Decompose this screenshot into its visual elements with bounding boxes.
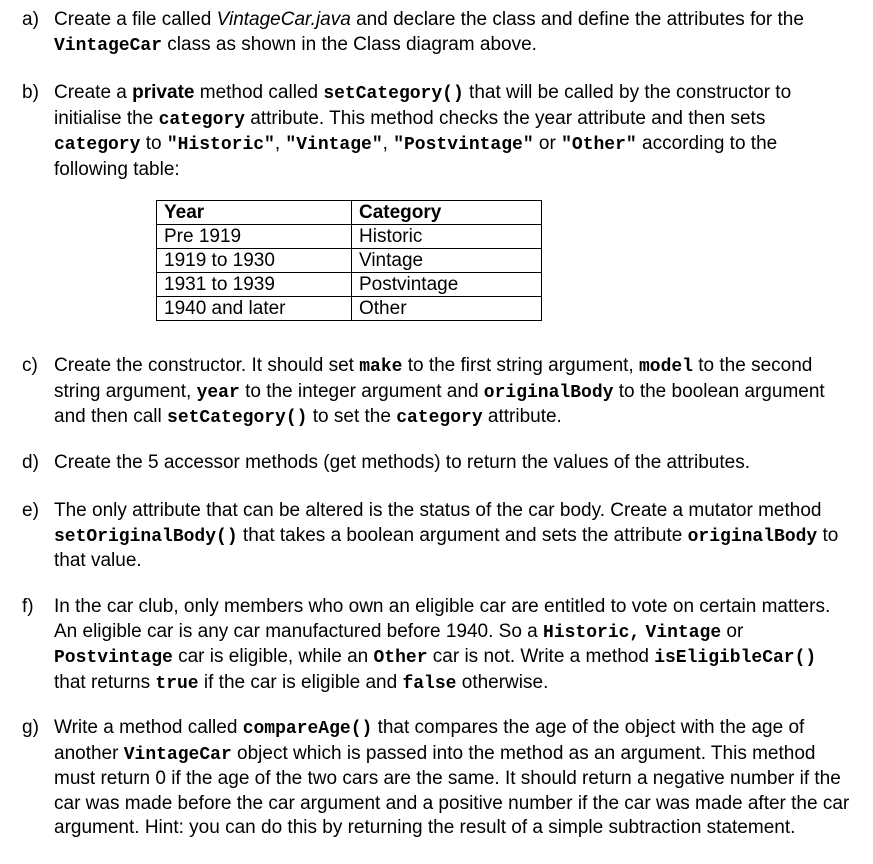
task-g-text: Write a method called compareAge() that compares the age of the object with the age of another VintageCar object which is passed into the method as an argument. This method must return 0 if the age of the two cars are the same. It should return a negative number if the car was made before the car argument and a positive number if the car was made after the car argument. Hint: you can do this by returning the result of a simple subtraction statement.	[54, 717, 850, 838]
task-e	[22, 499, 852, 574]
task-a-text: Create a file called VintageCar.java and declare the class and define the attributes for the VintageCar class as shown in the Class diagram above.	[54, 9, 804, 56]
table-cell: Historic	[352, 225, 542, 249]
task-d	[22, 451, 852, 476]
table-cell: Other	[352, 297, 542, 321]
table-cell: 1931 to 1939	[157, 273, 352, 297]
header-year: Year	[157, 201, 352, 225]
table-cell: 1940 and later	[157, 297, 352, 321]
task-a	[22, 8, 852, 58]
table-row	[157, 297, 542, 321]
task-a-label: a)	[22, 9, 39, 30]
header-category: Category	[352, 201, 542, 225]
table-cell: Pre 1919	[157, 225, 352, 249]
task-e-text: The only attribute that can be altered is the status of the car body. Create a mutator method setOriginalBody() that takes a boolean argument and sets the attribute originalBody to that value.	[54, 500, 839, 571]
category-table	[156, 200, 542, 321]
task-c	[22, 354, 852, 431]
task-c-text: Create the constructor. It should set make to the first string argument, model to the second string argument, year to the integer argument and originalBody to the boolean argument and then call setCategory() to set the category attribute.	[54, 355, 825, 428]
task-f-text: In the car club, only members who own an eligible car are entitled to vote on certain matters. An eligible car is any car manufactured before 1940. So a Historic, Vintage or Postvintage car is eligible, while an Other car is not. Write a method isEligibleCar() that returns true if the car is eligible and false otherwise.	[54, 596, 831, 694]
table-header-row	[157, 201, 542, 225]
task-b	[22, 81, 852, 182]
task-g-label: g)	[22, 717, 39, 738]
table-cell: Postvintage	[352, 273, 542, 297]
task-c-label: c)	[22, 355, 38, 376]
table-row	[157, 273, 542, 297]
task-g	[22, 716, 852, 841]
table-cell: Vintage	[352, 249, 542, 273]
table-cell: 1919 to 1930	[157, 249, 352, 273]
task-f	[22, 595, 852, 696]
task-f-label: f)	[22, 596, 34, 617]
task-b-text: Create a private method called setCategory() that will be called by the constructor to initialise the category attribute. This method checks the year attribute and then sets category to "Historic", "Vintage", "Postvintage" or "Other" according to the following table:	[54, 82, 792, 180]
task-d-label: d)	[22, 452, 39, 473]
table-row	[157, 225, 542, 249]
task-d-text: Create the 5 accessor methods (get methods) to return the values of the attributes.	[54, 452, 750, 473]
table-row	[157, 249, 542, 273]
task-b-label: b)	[22, 82, 39, 103]
task-e-label: e)	[22, 500, 39, 521]
